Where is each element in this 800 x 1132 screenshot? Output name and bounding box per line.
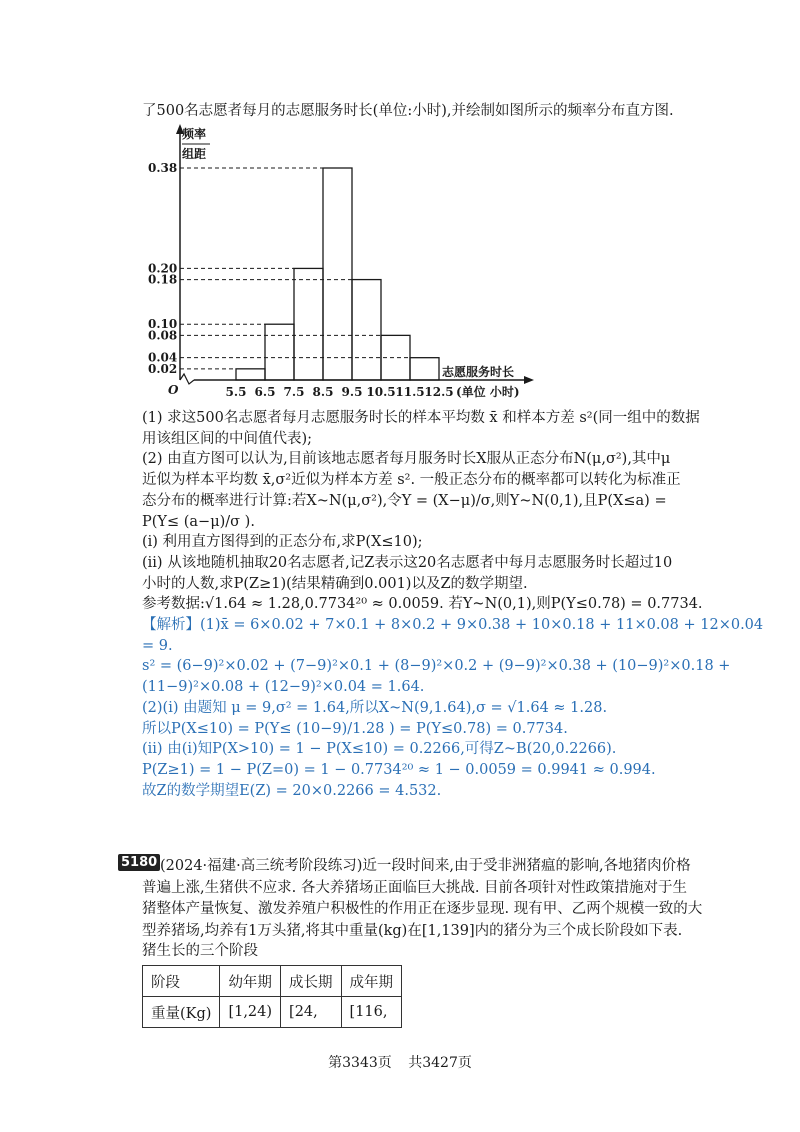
table-cell: [24, [281,997,342,1028]
histogram-bar [410,358,439,380]
solution-line: (ii) 由(i)知P(X>10) = 1 − P(X≤10) = 0.2266,可得Z~B(20,0.2266). [142,741,617,758]
y-tick-label: 0.02 [148,361,178,376]
solution-line: s² = (6−9)²×0.02 + (7−9)²×0.1 + (8−9)²×0.2 + (9−9)²×0.38 + (10−9)²×0.18 + [142,658,731,675]
solution-line: 故Z的数学期望E(Z) = 20×0.2266 = 4.532. [142,782,442,799]
origin-label: O [168,383,179,397]
solution-line: 【解析】(1)x̄ = 6×0.02 + 7×0.1 + 8×0.2 + 9×0.38 + 10×0.18 + 11×0.08 + 12×0.04 [142,617,764,633]
y-tick-label: 0.04 [148,350,178,365]
problem-line: P(Y≤ (a−μ)/σ ). [142,513,255,530]
question-line: (2024·福建·高三统考阶段练习)近一段时间来,由于受非洲猪瘟的影响,各地猪肉价格 [160,858,691,874]
problem-line: 态分布的概率进行计算:若X~N(μ,σ²),令Y = (X−μ)/σ,则Y~N(0,1),且P(X≤a) = [142,492,667,509]
page-total: 共3427页 [408,1055,472,1071]
growth-stage-table [142,965,402,1028]
histogram-bar [265,324,294,380]
histogram-bar [323,168,352,380]
table-cell: [1,24) [220,997,281,1028]
question-line: 猪整体产量恢复、激发养殖户积极性的作用正在逐步显现. 现有甲、乙两个规模一致的大 [142,901,703,917]
solution-line: (11−9)²×0.08 + (12−9)²×0.04 = 1.64. [142,679,425,696]
y-axis-label-denominator: 组距 [182,147,207,161]
solution-line: P(Z≥1) = 1 − P(Z=0) = 1 − 0.7734²⁰ ≈ 1 − 0.0059 = 0.9941 ≈ 0.994. [142,761,656,778]
question-line: 型养猪场,均养有1万头猪,将其中重量(kg)在[1,139]内的猪分为三个成长阶段如下表. [142,922,683,939]
question-number-badge: 5180 [118,854,160,871]
problem-line: (1) 求这500名志愿者每月志愿服务时长的样本平均数 x̄ 和样本方差 s²(同一组中的数据 [142,410,700,426]
axis-break [180,374,194,384]
page-number: 第3343页 [328,1055,392,1071]
table-caption: 猪生长的三个阶段 [142,943,258,959]
x-tick-label: 11.5 [395,385,425,399]
x-tick-label: 6.5 [254,385,276,399]
y-tick-label: 0.20 [148,261,178,276]
y-axis-label-numerator: 频率 [182,127,207,141]
x-tick-label: 10.5 [366,385,396,399]
histogram-bar [294,268,323,380]
table-header-cell: 幼年期 [220,966,281,997]
y-tick-label: 0.18 [148,272,178,287]
y-tick-label: 0.38 [148,161,178,175]
page-footer [0,1052,800,1072]
x-tick-label: 9.5 [341,385,363,399]
table-header-row [143,966,402,997]
solution-line: 所以P(X≤10) = P(Y≤ (10−9)/1.28 ) = P(Y≤0.78) = 0.7734. [142,720,568,737]
table-header-cell: 阶段 [143,966,220,997]
question-line: 普遍上涨,生猪供不应求. 各大养猪场正面临巨大挑战. 目前各项针对性政策措施对于生 [142,879,688,896]
problem-line: 小时的人数,求P(Z≥1)(结果精确到0.001)以及Z的数学期望. [142,575,528,592]
table-row [143,997,402,1028]
table-header-cell: 成年期 [341,966,402,997]
table-header-cell: 成长期 [281,966,342,997]
x-axis-label: 志愿服务时长 [442,365,515,379]
problem-line: (ⅰ) 利用直方图得到的正态分布,求P(X≤10); [142,534,423,551]
y-tick-label: 0.08 [148,328,178,343]
table-cell: 重量(Kg) [143,997,220,1028]
x-axis-arrow [524,376,534,384]
solution-line: = 9. [142,637,173,654]
histogram-bar [236,369,265,380]
problem-line: (2) 由直方图可以认为,目前该地志愿者每月服务时长X服从正态分布N(μ,σ²),其中μ [142,451,671,468]
intro-line: 了500名志愿者每月的志愿服务时长(单位:小时),并绘制如图所示的频率分布直方图. [142,103,674,119]
problem-line: (ⅱ) 从该地随机抽取20名志愿者,记Z表示这20名志愿者中每月志愿服务时长超过10 [142,554,673,571]
x-axis-unit: (单位 小时) [456,385,520,399]
x-tick-label: 5.5 [225,385,247,399]
x-tick-label: 7.5 [283,385,305,399]
table-cell: [116, [341,997,402,1028]
problem-line: 参考数据:√1.64 ≈ 1.28,0.7734²⁰ ≈ 0.0059. 若Y~N(0,1),则P(Y≤0.78) = 0.7734. [142,596,703,613]
problem-line: 近似为样本平均数 x̄,σ²近似为样本方差 s². 一般正态分布的概率都可以转化为标准正 [142,472,681,489]
y-tick-label: 0.10 [148,317,178,332]
histogram-bar [352,280,381,380]
solution-line: (2)(i) 由题知 μ = 9,σ² = 1.64,所以X~N(9,1.64),σ = √1.64 ≈ 1.28. [142,699,608,716]
frequency-histogram [130,122,550,412]
problem-line: 用该组区间的中间值代表); [142,430,313,447]
x-tick-label: 8.5 [312,385,334,399]
x-tick-label: 12.5 [424,385,454,399]
